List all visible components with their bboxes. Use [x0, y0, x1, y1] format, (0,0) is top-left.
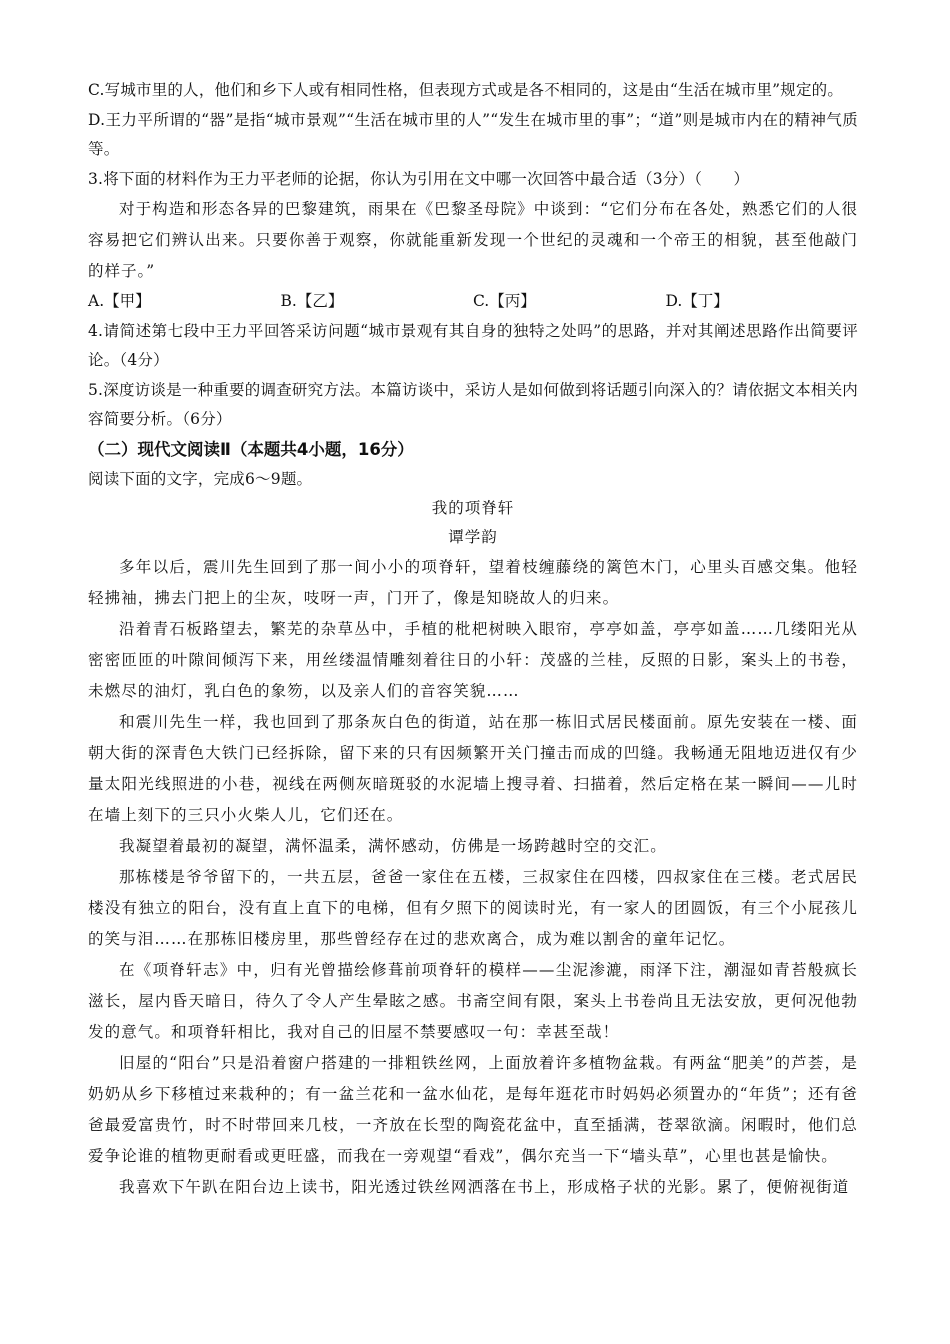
- question-2-option-d: D.王力平所谓的“器”是指“城市景观”“生活在城市里的人”“发生在城市里的事”；“道”则是城市内在的精神气质等。: [88, 110, 858, 158]
- article-author: 谭学韵: [448, 528, 498, 546]
- section-instruction: 阅读下面的文字，完成6～9题。: [88, 469, 313, 488]
- article-title: 我的项脊轩: [431, 499, 515, 517]
- article-paragraph: 那栋楼是爷爷留下的，一共五层，爸爸一家住在五楼，三叔家住在四楼，四叔家住在三楼。老式居民楼没有独立的阳台，没有直上直下的电梯，但有夕照下的阅读时光，有一家人的团圆饭，有三个小屁孩儿的笑与泪……在那栋旧楼房里，那些曾经存在过的悲欢离合，成为难以割舍的童年记忆。: [88, 868, 858, 948]
- article-paragraph: 旧屋的“阳台”只是沿着窗户搭建的一排粗铁丝网，上面放着许多植物盆栽。有两盆“肥美”的芦荟，是奶奶从乡下移植过来栽种的；有一盆兰花和一盆水仙花，是每年逛花市时妈妈必须置办的“年货”；还有爸爸最爱富贵竹，时不时带回来几枝，一齐放在长型的陶瓷花盆中，直至插满，苍翠欲滴。闲暇时，他们总爱争论谁的植物更耐看或更旺盛，而我在一旁观望“看戏”，偶尔充当一下“墙头草”，心里也甚是愉快。: [88, 1054, 858, 1165]
- question-3-option-a: A.【甲】: [88, 292, 151, 310]
- question-3-option-d: D.【丁】: [665, 292, 729, 310]
- article-paragraph: 和震川先生一样，我也回到了那条灰白色的街道，站在那一栋旧式居民楼面前。原先安装在一楼、面朝大街的深青色大铁门已经拆除，留下来的只有因频繁开关门撞击而成的凹缝。我畅通无阻地迈进仅有少量太阳光线照进的小巷，视线在两侧灰暗斑驳的水泥墙上搜寻着、扫描着，然后定格在某一瞬间——儿时在墙上刻下的三只小火柴人儿，它们还在。: [88, 713, 858, 824]
- question-2-option-c: C.写城市里的人，他们和乡下人或有相同性格，但表现方式或是各不相同的，这是由“生活在城市里”规定的。: [88, 81, 844, 99]
- article-paragraph: 我凝望着最初的凝望，满怀温柔，满怀感动，仿佛是一场跨越时空的交汇。: [119, 837, 667, 855]
- question-4: 4.请简述第七段中王力平回答采访问题“城市景观有其自身的独特之处吗”的思路，并对其阐述思路作出简要评论。（4分）: [88, 321, 858, 369]
- article-paragraph: 多年以后，震川先生回到了那一间小小的项脊轩，望着枝缠藤绕的篱笆木门，心里头百感交集。他轻轻拂袖，拂去门把上的尘灰，吱呀一声，门开了，像是知晓故人的归来。: [88, 558, 858, 607]
- question-3-option-c: C.【丙】: [473, 292, 536, 310]
- article-paragraph: 在《项脊轩志》中，归有光曾描绘修葺前项脊轩的模样——尘泥渗漉，雨泽下注，潮湿如青苔般疯长滋长，屋内昏天暗日，待久了令人产生晕眩之感。书斋空间有限，案头上书卷尚且无法安放，更何况他勃发的意气。和项脊轩相比，我对自己的旧屋不禁要感叹一句：幸甚至哉！: [88, 961, 858, 1041]
- question-3-option-b: B.【乙】: [280, 292, 344, 310]
- article-paragraph: 沿着青石板路望去，繁芜的杂草丛中，手植的枇杷树映入眼帘，亭亭如盖，亭亭如盖……几缕阳光从密密匝匝的叶隙间倾泻下来，用丝缕温情雕刻着往日的小轩：茂盛的兰桂，反照的日影，案头上的书卷，未燃尽的油灯，乳白色的象笏，以及亲人们的音容笑貌……: [88, 620, 858, 700]
- question-5: 5.深度访谈是一种重要的调查研究方法。本篇访谈中，采访人是如何做到将话题引向深入的？请依据文本相关内容简要分析。（6分）: [88, 380, 858, 428]
- exam-page: [88, 76, 858, 1203]
- question-3: 3.将下面的材料作为王力平老师的论据，你认为引用在文中哪一次回答中最合适（3分）（ ）: [88, 169, 750, 188]
- article-paragraph: 我喜欢下午趴在阳台边上读书，阳光透过铁丝网洒落在书上，形成格子状的光影。累了，便俯视街道: [119, 1178, 850, 1196]
- section-heading: （二）现代文阅读Ⅱ（本题共4小题，16分）: [88, 439, 414, 459]
- question-3-options: [88, 287, 858, 317]
- question-3-material: 对于构造和形态各异的巴黎建筑，雨果在《巴黎圣母院》中谈到：“它们分布在各处，熟悉它们的人很容易把它们辨认出来。只要你善于观察，你就能重新发现一个世纪的灵魂和一个帝王的相貌，甚至他敲门的样子。”: [88, 200, 858, 280]
